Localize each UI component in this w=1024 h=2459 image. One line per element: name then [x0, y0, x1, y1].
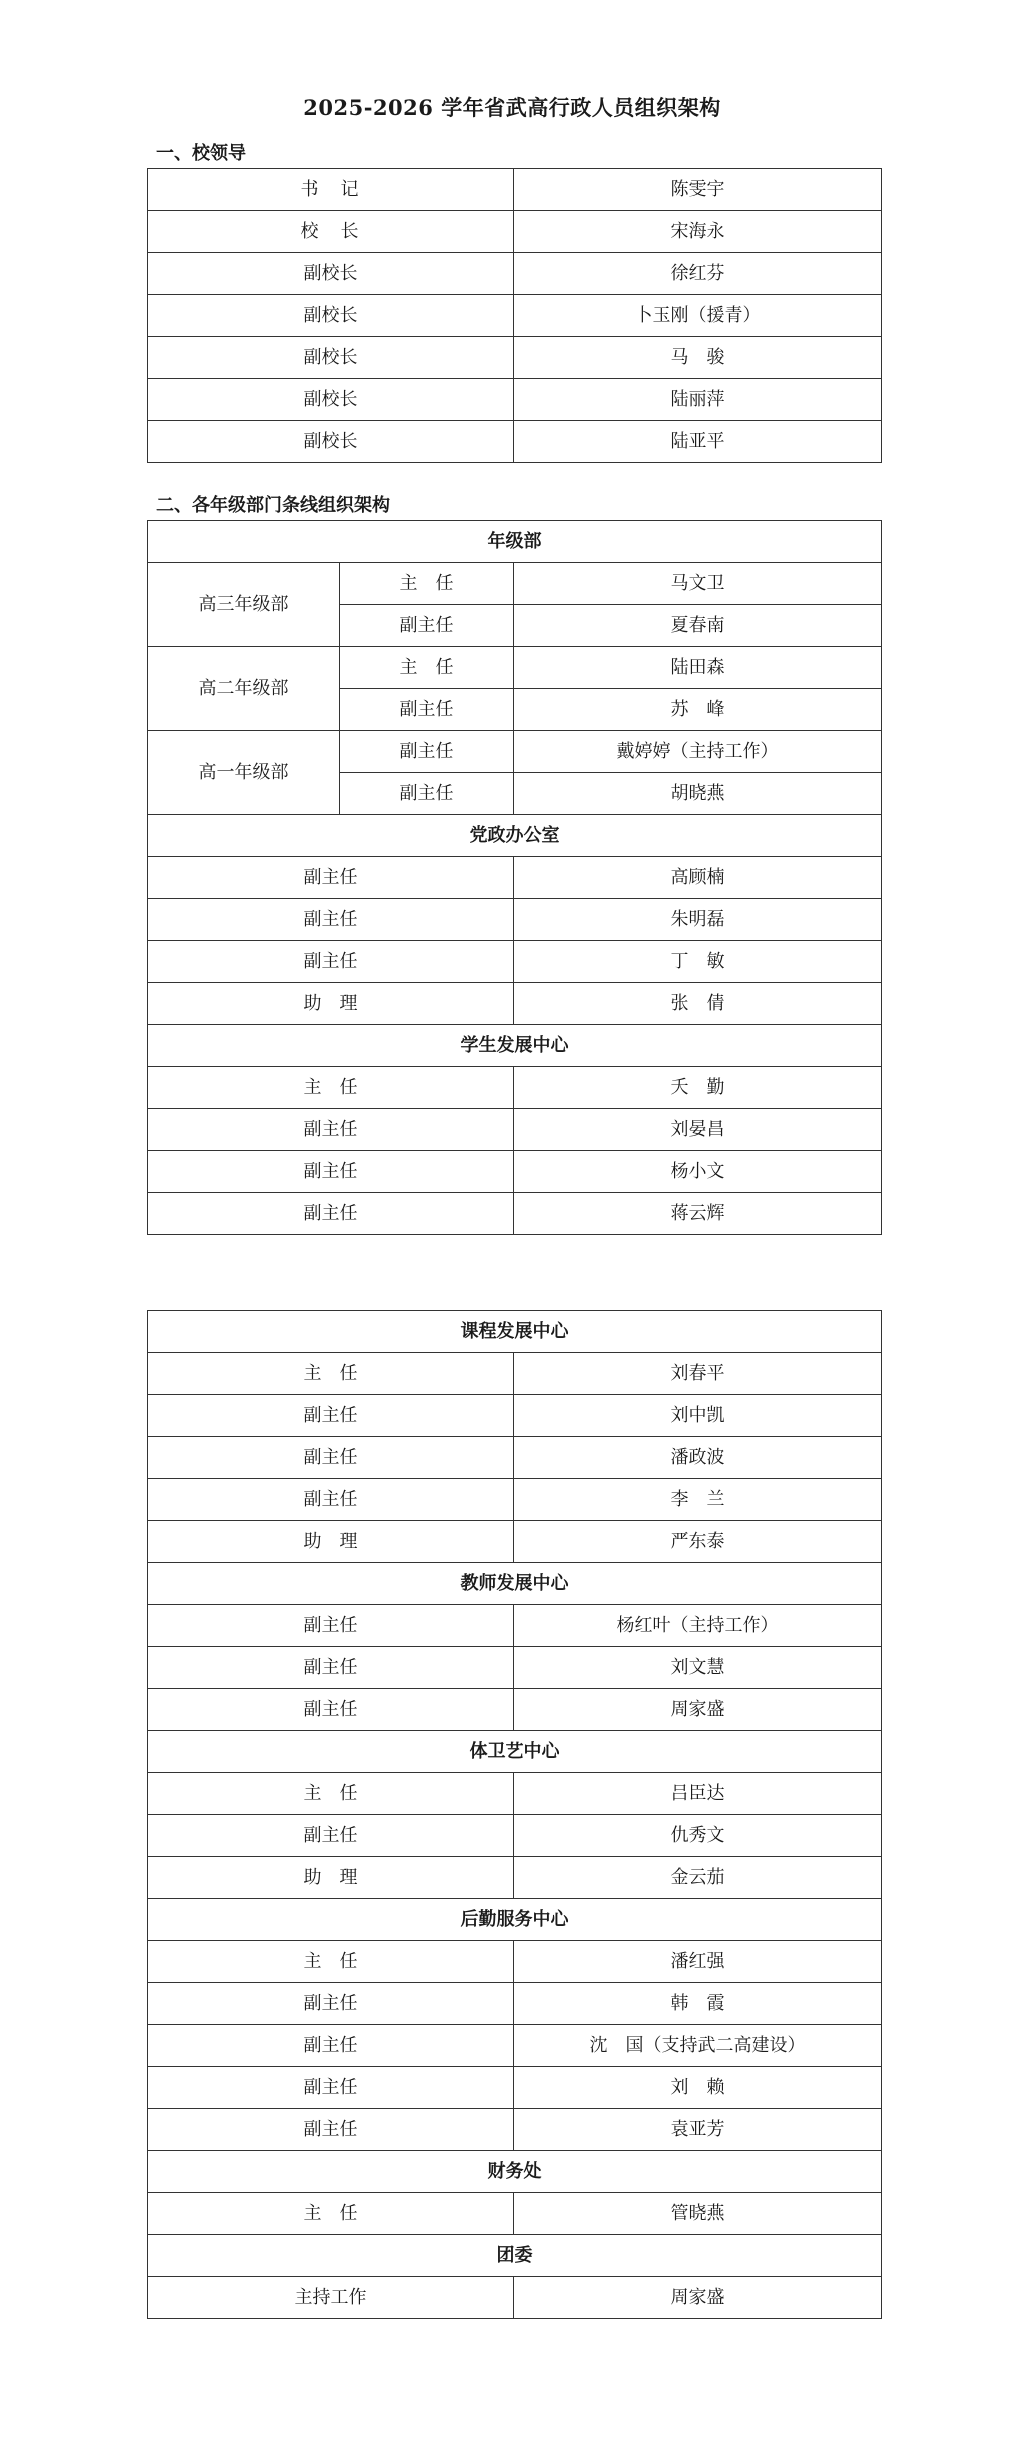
table-row — [148, 1689, 882, 1731]
group-title-student: 学生发展中心 — [148, 1025, 882, 1067]
name-cell: 周家盛 — [514, 1689, 882, 1731]
table-row — [148, 1983, 882, 2025]
name-cell: 张 倩 — [514, 983, 882, 1025]
group-title-sports: 体卫艺中心 — [148, 1731, 882, 1773]
table-row — [148, 1151, 882, 1193]
table-row — [148, 1437, 882, 1479]
table-row — [148, 211, 882, 253]
group-title-curriculum: 课程发展中心 — [148, 1311, 882, 1353]
role-cell: 副主任 — [148, 1605, 514, 1647]
role-cell: 副主任 — [148, 1689, 514, 1731]
name-cell: 周家盛 — [514, 2277, 882, 2319]
role-cell: 副主任 — [148, 1479, 514, 1521]
name-cell: 陆亚平 — [514, 421, 882, 463]
role-cell: 副主任 — [148, 1395, 514, 1437]
table-row — [148, 1109, 882, 1151]
role-cell: 主 任 — [148, 1773, 514, 1815]
group-title-grade: 年级部 — [148, 521, 882, 563]
name-cell: 李 兰 — [514, 1479, 882, 1521]
name-cell: 徐红芬 — [514, 253, 882, 295]
table-row — [148, 1773, 882, 1815]
grade-name-cell: 高二年级部 — [148, 647, 340, 731]
role-cell: 副校长 — [148, 379, 514, 421]
table-row — [148, 2025, 882, 2067]
name-cell: 陆田森 — [514, 647, 882, 689]
name-cell: 杨红叶（主持工作） — [514, 1605, 882, 1647]
name-cell: 吕臣达 — [514, 1773, 882, 1815]
role-cell: 副主任 — [148, 1815, 514, 1857]
group-header-row — [148, 2151, 882, 2193]
name-cell: 蒋云辉 — [514, 1193, 882, 1235]
group-title-league: 团委 — [148, 2235, 882, 2277]
grade-name-cell: 高三年级部 — [148, 563, 340, 647]
table-row — [148, 1353, 882, 1395]
group-header-row — [148, 521, 882, 563]
role-cell: 副主任 — [340, 731, 514, 773]
name-cell: 刘 赖 — [514, 2067, 882, 2109]
table-row — [148, 337, 882, 379]
table-row — [148, 1941, 882, 1983]
name-cell: 杨小文 — [514, 1151, 882, 1193]
role-cell: 副主任 — [148, 1647, 514, 1689]
name-cell: 潘红强 — [514, 1941, 882, 1983]
group-header-row — [148, 1025, 882, 1067]
role-cell: 副主任 — [148, 857, 514, 899]
role-cell: 副主任 — [148, 1109, 514, 1151]
departments-table-1 — [147, 520, 882, 1235]
role-cell: 副主任 — [148, 2025, 514, 2067]
table-row — [148, 941, 882, 983]
role-cell: 副主任 — [148, 2067, 514, 2109]
table-row — [148, 1395, 882, 1437]
role-cell: 主 任 — [148, 1353, 514, 1395]
departments-table-2 — [147, 1310, 882, 2319]
name-cell: 苏 峰 — [514, 689, 882, 731]
table-row — [148, 1479, 882, 1521]
role-cell: 副主任 — [148, 1437, 514, 1479]
name-cell: 陆丽萍 — [514, 379, 882, 421]
role-cell: 助 理 — [148, 1857, 514, 1899]
table-row — [148, 983, 882, 1025]
table-row — [148, 421, 882, 463]
name-cell: 胡晓燕 — [514, 773, 882, 815]
table-row — [148, 379, 882, 421]
name-cell: 陈雯宇 — [514, 169, 882, 211]
name-cell: 马文卫 — [514, 563, 882, 605]
section-title-leaders: 一、校领导 — [156, 143, 246, 164]
role-cell: 副主任 — [148, 1983, 514, 2025]
name-cell: 马 骏 — [514, 337, 882, 379]
name-cell: 金云茄 — [514, 1857, 882, 1899]
grade-name-cell: 高一年级部 — [148, 731, 340, 815]
table-row — [148, 295, 882, 337]
table-row — [148, 1815, 882, 1857]
name-cell: 沈 国（支持武二高建设） — [514, 2025, 882, 2067]
name-cell: 仇秀文 — [514, 1815, 882, 1857]
name-cell: 刘晏昌 — [514, 1109, 882, 1151]
role-cell: 副主任 — [148, 899, 514, 941]
table-row — [148, 2067, 882, 2109]
group-title-finance: 财务处 — [148, 2151, 882, 2193]
role-cell: 书 记 — [148, 169, 514, 211]
name-cell: 夏春南 — [514, 605, 882, 647]
role-cell: 副校长 — [148, 421, 514, 463]
name-cell: 潘政波 — [514, 1437, 882, 1479]
leaders-table — [147, 168, 882, 463]
name-cell: 丁 敏 — [514, 941, 882, 983]
group-header-row — [148, 2235, 882, 2277]
table-row — [148, 1193, 882, 1235]
name-cell: 卜玉刚（援青） — [514, 295, 882, 337]
role-cell: 助 理 — [148, 983, 514, 1025]
group-header-row — [148, 1899, 882, 1941]
table-row — [148, 1857, 882, 1899]
role-cell: 助 理 — [148, 1521, 514, 1563]
group-title-logistics: 后勤服务中心 — [148, 1899, 882, 1941]
role-cell: 副校长 — [148, 337, 514, 379]
table-row — [148, 2277, 882, 2319]
table-row — [148, 731, 882, 773]
table-row — [148, 1647, 882, 1689]
group-header-row — [148, 1311, 882, 1353]
table-row — [148, 857, 882, 899]
name-cell: 严东泰 — [514, 1521, 882, 1563]
name-cell: 宋海永 — [514, 211, 882, 253]
role-cell: 主持工作 — [148, 2277, 514, 2319]
role-cell: 主 任 — [148, 1067, 514, 1109]
role-cell: 副主任 — [148, 2109, 514, 2151]
group-title-teacher: 教师发展中心 — [148, 1563, 882, 1605]
table-row — [148, 169, 882, 211]
table-row — [148, 899, 882, 941]
table-row — [148, 253, 882, 295]
name-cell: 刘春平 — [514, 1353, 882, 1395]
name-cell: 高顾楠 — [514, 857, 882, 899]
role-cell: 主 任 — [148, 2193, 514, 2235]
name-cell: 刘中凯 — [514, 1395, 882, 1437]
table-row — [148, 2193, 882, 2235]
role-cell: 主 任 — [340, 563, 514, 605]
role-cell: 主 任 — [340, 647, 514, 689]
name-cell: 韩 霞 — [514, 1983, 882, 2025]
group-header-row — [148, 815, 882, 857]
role-cell: 副主任 — [340, 689, 514, 731]
table-row — [148, 647, 882, 689]
group-title-office: 党政办公室 — [148, 815, 882, 857]
name-cell: 夭 勤 — [514, 1067, 882, 1109]
role-cell: 副主任 — [148, 1193, 514, 1235]
role-cell: 校 长 — [148, 211, 514, 253]
table-row — [148, 1605, 882, 1647]
role-cell: 主 任 — [148, 1941, 514, 1983]
name-cell: 刘文慧 — [514, 1647, 882, 1689]
table-row — [148, 1067, 882, 1109]
role-cell: 副校长 — [148, 253, 514, 295]
name-cell: 袁亚芳 — [514, 2109, 882, 2151]
group-header-row — [148, 1563, 882, 1605]
table-row — [148, 1521, 882, 1563]
section-title-departments: 二、各年级部门条线组织架构 — [156, 495, 390, 516]
page-title: 2025-2026 学年省武高行政人员组织架构 — [303, 95, 721, 120]
name-cell: 管晓燕 — [514, 2193, 882, 2235]
name-cell: 朱明磊 — [514, 899, 882, 941]
table-row — [148, 563, 882, 605]
role-cell: 副校长 — [148, 295, 514, 337]
name-cell: 戴婷婷（主持工作） — [514, 731, 882, 773]
role-cell: 副主任 — [340, 605, 514, 647]
role-cell: 副主任 — [148, 941, 514, 983]
group-header-row — [148, 1731, 882, 1773]
table-row — [148, 2109, 882, 2151]
role-cell: 副主任 — [340, 773, 514, 815]
role-cell: 副主任 — [148, 1151, 514, 1193]
